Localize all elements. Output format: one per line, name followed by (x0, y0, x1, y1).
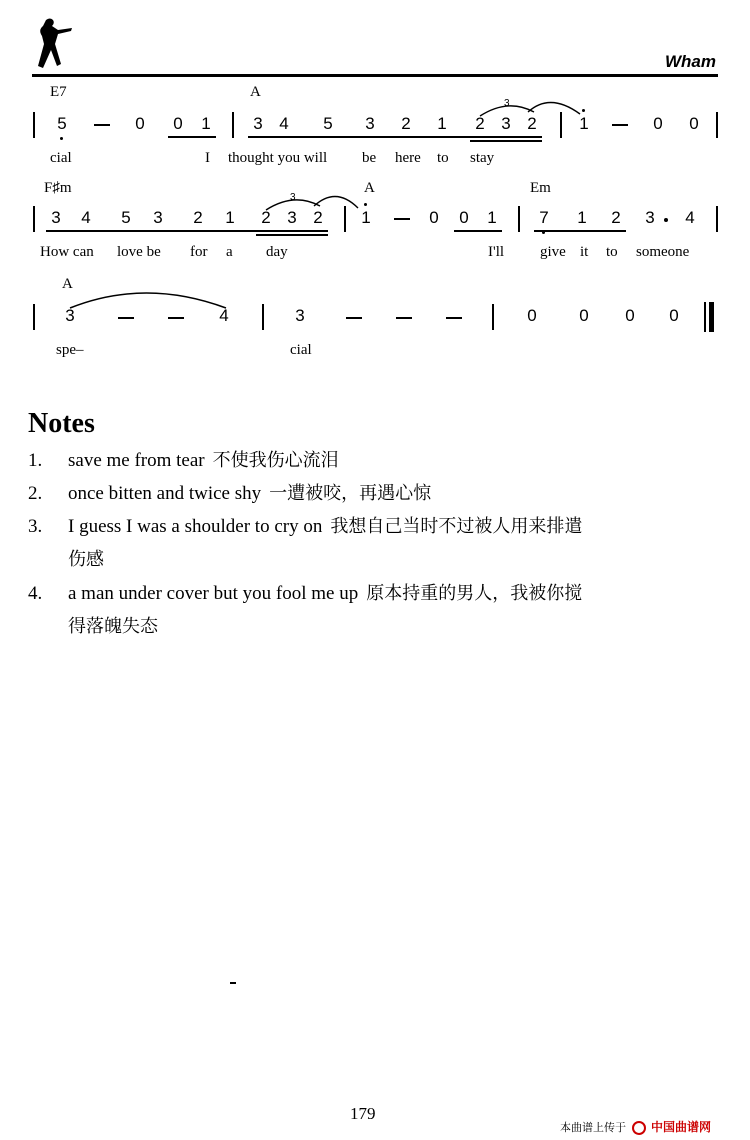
chord-label: A (250, 84, 261, 100)
note-digit: 3 (153, 208, 163, 227)
lyric-word: I (205, 150, 210, 166)
slur-arc (468, 96, 588, 120)
note-digit: 1 (574, 114, 594, 134)
note-digit: 4 (685, 208, 695, 227)
note-digit: 7 (534, 208, 554, 228)
barline (232, 112, 234, 138)
note-digit: 0 (625, 306, 635, 325)
notes-heading: Notes (28, 408, 95, 439)
note-digit: 2 (475, 114, 485, 133)
barline (518, 206, 520, 232)
note-digit: 4 (279, 114, 289, 133)
note-digit: 0 (429, 208, 439, 227)
barline (33, 112, 35, 138)
note-chinese: 不使我伤心流泪 (212, 450, 339, 471)
footer-text: 本曲谱上传于 (560, 1121, 626, 1134)
chord-label: F♯m (44, 180, 72, 196)
note-digit: 1 (225, 208, 235, 227)
note-digit: 3 (287, 208, 297, 227)
note-chinese: 我想自己当时不过被人用来排遣 (330, 516, 583, 537)
dancer-logo-icon (32, 16, 72, 70)
footer-brand: 中国曲谱网 (651, 1120, 712, 1134)
site-logo-icon (632, 1121, 646, 1135)
lyric-word: cial (50, 150, 72, 166)
note-digit: 2 (527, 114, 537, 133)
note-digit: 5 (121, 208, 131, 227)
note-number: 1. (28, 450, 43, 471)
note-number: 4. (28, 583, 43, 604)
note-item (28, 444, 339, 477)
note-item (28, 510, 728, 576)
note-english: once bitten and twice shy (68, 483, 262, 504)
note-digit: 1 (201, 114, 211, 133)
barline (33, 304, 35, 330)
barline (492, 304, 494, 330)
lyric-word: here (395, 150, 421, 166)
eighth-underline (46, 230, 328, 232)
note-digit: 2 (611, 208, 621, 227)
header-rule (32, 74, 718, 77)
note-chinese-continued: 得落魄失态 (68, 616, 158, 637)
note-digit: 3 (253, 114, 263, 133)
note-dash (118, 317, 134, 319)
triplet-mark: 3 (504, 98, 510, 109)
lyric-word: someone (636, 244, 690, 260)
note-digit: 1 (487, 208, 497, 227)
note-english: save me from tear (68, 450, 205, 471)
note-digit: 4 (81, 208, 91, 227)
lyric-word: thought you will (228, 150, 328, 166)
lyric-word: spe– (56, 342, 84, 358)
note-chinese-continued: 伤感 (68, 549, 104, 570)
barline (716, 112, 718, 138)
lyric-word: day (266, 244, 288, 260)
page-number: 179 (350, 1104, 376, 1123)
note-english: I guess I was a shoulder to cry on (68, 516, 323, 537)
note-chinese: 原本持重的男人，我被你搅 (366, 583, 583, 604)
lyric-word: to (437, 150, 449, 166)
lyric-word: a (226, 244, 233, 260)
stray-mark (230, 982, 236, 984)
note-digit: 0 (669, 306, 679, 325)
note-digit: 1 (577, 208, 587, 227)
note-number: 2. (28, 483, 43, 504)
lyric-word: give (540, 244, 566, 260)
barline (716, 206, 718, 232)
note-english: a man under cover but you fool me up (68, 583, 359, 604)
note-digit: 3 (295, 306, 305, 325)
final-barline-thin (704, 302, 706, 332)
lyric-word: How can (40, 244, 94, 260)
lyric-word: for (190, 244, 208, 260)
barline (344, 206, 346, 232)
chord-label: A (62, 276, 73, 292)
barline (262, 304, 264, 330)
lyric-word: be (362, 150, 377, 166)
note-digit: 3 (645, 208, 655, 227)
tie-arc (60, 286, 240, 312)
lyric-word: cial (290, 342, 312, 358)
note-digit: 1 (437, 114, 447, 133)
chord-label: Em (530, 180, 551, 196)
eighth-underline (168, 136, 216, 138)
sixteenth-underline (470, 140, 542, 142)
lyric-word: love be (117, 244, 161, 260)
eighth-underline (248, 136, 542, 138)
note-dash (396, 317, 412, 319)
note-dash (612, 124, 628, 126)
note-digit: 5 (323, 114, 333, 133)
note-dash (168, 317, 184, 319)
chord-label: E7 (50, 84, 67, 100)
eighth-underline (534, 230, 626, 232)
note-digit: 2 (401, 114, 411, 133)
note-digit: 0 (689, 114, 699, 133)
lyric-word: stay (470, 150, 495, 166)
lyric-word: it (580, 244, 589, 260)
barline (560, 112, 562, 138)
chord-label: A (364, 180, 375, 196)
note-chinese: 一遭被咬，再遇心惊 (269, 483, 432, 504)
sixteenth-underline (256, 234, 328, 236)
final-barline-thick (709, 302, 714, 332)
augmentation-dot (664, 218, 668, 222)
note-digit: 0 (653, 114, 663, 133)
footer-credit (560, 1118, 711, 1135)
note-digit: 0 (173, 114, 183, 133)
lyric-word: to (606, 244, 618, 260)
note-digit: 2 (261, 208, 271, 227)
note-item (28, 577, 728, 643)
note-dash (394, 218, 410, 220)
lyric-word: I'll (488, 244, 505, 260)
note-digit: 0 (459, 208, 469, 227)
note-digit: 0 (527, 306, 537, 325)
note-digit: 3 (365, 114, 375, 133)
note-digit: 1 (356, 208, 376, 228)
note-item (28, 477, 431, 510)
triplet-mark: 3 (290, 192, 296, 203)
eighth-underline (454, 230, 502, 232)
note-digit: 5 (52, 114, 72, 134)
note-digit: 0 (579, 306, 589, 325)
note-digit: 3 (51, 208, 61, 227)
note-digit: 2 (193, 208, 203, 227)
artist-name: Wham (665, 52, 716, 71)
barline (33, 206, 35, 232)
note-dash (446, 317, 462, 319)
note-dash (94, 124, 110, 126)
note-digit: 0 (135, 114, 145, 133)
note-number: 3. (28, 516, 43, 537)
note-digit: 4 (219, 306, 229, 325)
note-digit: 3 (65, 306, 75, 325)
note-digit: 2 (313, 208, 323, 227)
note-digit: 3 (501, 114, 511, 133)
note-dash (346, 317, 362, 319)
